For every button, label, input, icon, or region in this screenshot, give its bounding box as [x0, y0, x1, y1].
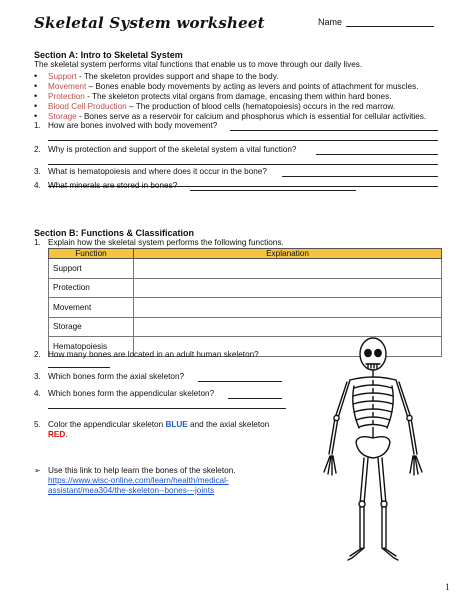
table-row — [49, 278, 442, 298]
bullet-support: • Support - The skeleton provides support and shape to the body. — [34, 71, 279, 81]
question-text: How many bones are located in an adult human skeleton? — [48, 350, 259, 359]
answer-line[interactable] — [228, 398, 282, 399]
name-label: Name — [318, 17, 343, 27]
question-number: 1. — [34, 121, 41, 130]
explanation-cell[interactable] — [134, 278, 442, 298]
question-number: 2. — [34, 145, 41, 154]
question-text: Explain how the skeletal system performs the following functions. — [48, 238, 284, 247]
skeleton-illustration — [306, 334, 440, 570]
resource-link-line1[interactable] — [48, 476, 229, 486]
question-b4 — [34, 389, 214, 399]
section-b-title: Section B: Functions & Classification — [34, 228, 195, 238]
resource-link[interactable]: assistant/mea304/the-skeleton--bones---joints — [48, 486, 215, 495]
question-text: Color the appendicular skeleton — [48, 420, 166, 429]
question-text: . — [65, 430, 68, 439]
question-number: 4. — [34, 181, 41, 190]
question-text: What is hematopoiesis and where does it occur in the bone? — [48, 167, 267, 176]
question-text: Which bones form the appendicular skeleton? — [48, 389, 215, 398]
question-number: 5. — [34, 420, 41, 429]
bullet-blood-cell: • Blood Cell Production – The production of blood cells (hematopoiesis) occurs in the red marrow. — [34, 101, 396, 111]
question-text: How are bones involved with body movement? — [48, 121, 218, 130]
explanation-cell[interactable] — [134, 259, 442, 279]
function-cell: Movement — [49, 298, 134, 318]
bullet-term: Blood Cell Production — [48, 102, 127, 111]
answer-line[interactable] — [316, 154, 438, 155]
bullet-text: - The skeleton protects vital organs from damage, encasing them within hard bones. — [84, 92, 392, 101]
answer-line[interactable] — [48, 140, 438, 141]
table-header: Function — [49, 249, 134, 259]
page-title: Skeletal System worksheet — [34, 14, 265, 32]
link-intro-text: Use this link to help learn the bones of the skeleton. — [48, 466, 236, 475]
bullet-text: - The skeleton provides support and shape to the body. — [76, 72, 279, 81]
question-number: 1. — [34, 238, 41, 247]
answer-line[interactable] — [48, 367, 110, 368]
function-cell: Support — [49, 259, 134, 279]
link-instruction — [34, 466, 236, 476]
arrow-icon: ➢ — [34, 466, 41, 475]
table-header: Explanation — [134, 249, 442, 259]
bullet-movement: • Movement – Bones enable body movements by acting as levers and points of attachment for muscles. — [34, 81, 419, 91]
answer-line[interactable] — [48, 164, 438, 165]
section-a-intro: The skeletal system performs vital functions that enable us to move through our daily lives. — [34, 60, 363, 69]
red-word: RED — [48, 430, 66, 439]
bullet-term: Movement — [48, 82, 87, 91]
question-a1 — [34, 121, 217, 131]
bullet-protection: • Protection - The skeleton protects vital organs from damage, encasing them within hard bones. — [34, 91, 392, 101]
question-b2 — [34, 350, 259, 360]
resource-link[interactable]: https://www.wisc-online.com/learn/health/medical- — [48, 476, 229, 485]
question-b3 — [34, 372, 184, 382]
blue-word: BLUE — [165, 420, 188, 429]
page-number: 1 — [445, 582, 450, 592]
bullet-text: - Bones serve as a reservoir for calcium and phosphorus which is essential for cellular activities. — [76, 112, 427, 121]
function-cell: Storage — [49, 317, 134, 337]
question-a2 — [34, 145, 296, 155]
question-number: 2. — [34, 350, 41, 359]
question-a4 — [34, 181, 177, 191]
bullet-text: – Bones enable body movements by acting as levers and points of attachment for muscles. — [86, 82, 419, 91]
bullet-storage: • Storage - Bones serve as a reservoir for calcium and phosphorus which is essential for cellular activities. — [34, 111, 427, 121]
name-field[interactable] — [346, 26, 434, 27]
answer-line[interactable] — [198, 381, 282, 382]
table-header-row — [49, 249, 442, 259]
question-number: 4. — [34, 389, 41, 398]
question-text: What minerals are stored in bones? — [48, 181, 178, 190]
question-b5 — [34, 420, 269, 430]
question-b5-line2 — [48, 430, 68, 440]
question-a3 — [34, 167, 267, 177]
bullet-term: Storage — [48, 112, 77, 121]
bullet-text: – The production of blood cells (hematopoiesis) occurs in the red marrow. — [126, 102, 396, 111]
question-text: Why is protection and support of the skeletal system a vital function? — [48, 145, 297, 154]
resource-link-line2[interactable] — [48, 486, 214, 496]
function-cell: Protection — [49, 278, 134, 298]
table-row — [49, 259, 442, 279]
question-number: 3. — [34, 167, 41, 176]
skull-icon — [360, 338, 386, 370]
answer-line[interactable] — [48, 408, 286, 409]
answer-line[interactable] — [282, 176, 438, 177]
question-number: 3. — [34, 372, 41, 381]
explanation-cell[interactable] — [134, 298, 442, 318]
question-text: and the axial skeleton — [187, 420, 270, 429]
function-cell: Hematopoiesis — [49, 337, 134, 357]
bullet-term: Protection — [48, 92, 85, 101]
answer-line[interactable] — [230, 130, 438, 131]
section-a-title: Section A: Intro to Skeletal System — [34, 50, 183, 60]
answer-line[interactable] — [190, 190, 356, 191]
bullet-term: Support — [48, 72, 77, 81]
table-row — [49, 298, 442, 318]
question-b1 — [34, 238, 284, 248]
question-text: Which bones form the axial skeleton? — [48, 372, 185, 381]
